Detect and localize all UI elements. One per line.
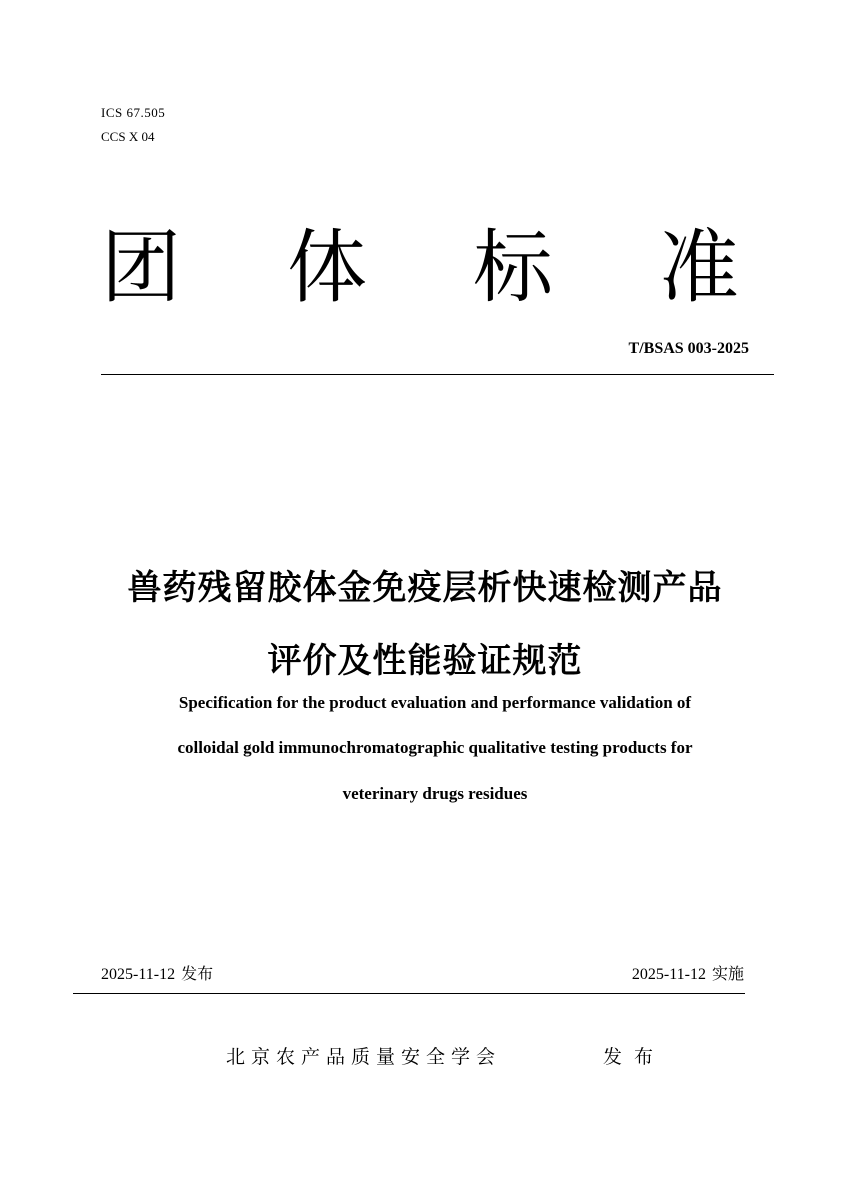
chinese-title-line-1: 兽药残留胶体金免疫层析快速检测产品 (127, 568, 723, 608)
standard-type-char: 团 (101, 221, 181, 314)
ccs-code: CCS X 04 (101, 129, 155, 144)
standard-code: T/BSAS 003-2025 (628, 340, 749, 357)
publisher-name: 北京农产品质量安全学会 (226, 1046, 502, 1068)
implement-date-value: 2025-11-12 (631, 966, 706, 983)
implement-date-label: 实施 (711, 964, 744, 983)
english-title-line-3: veterinary drugs residues (342, 784, 528, 803)
english-title-line-1: Specification for the product evaluation and performance validation of (178, 693, 692, 712)
publish-date (101, 961, 213, 984)
bottom-divider (73, 993, 745, 994)
top-divider (101, 374, 774, 375)
standard-type-char: 标 (473, 221, 553, 314)
publish-date-value: 2025-11-12 (101, 966, 176, 983)
standard-type-char: 准 (659, 221, 739, 314)
ics-code: ICS 67.505 (101, 105, 166, 120)
standard-type-title (100, 218, 740, 318)
standard-type-char: 体 (287, 221, 367, 314)
chinese-title-line-2: 评价及性能验证规范 (267, 641, 583, 681)
english-title-line-2: colloidal gold immunochromatographic qualitative testing products for (177, 738, 693, 757)
publish-date-label: 发布 (181, 964, 214, 983)
implement-date (632, 961, 744, 984)
publisher-action: 发布 (603, 1046, 666, 1068)
